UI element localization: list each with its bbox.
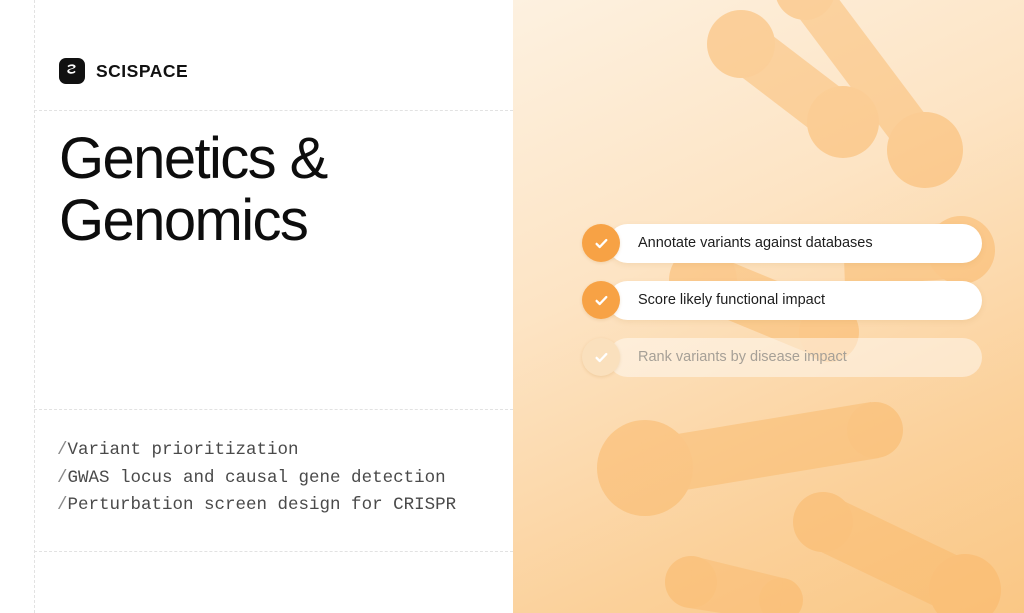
list-item[interactable] <box>582 219 982 267</box>
bullet-text: Perturbation screen design for CRISPR <box>67 495 457 515</box>
capability-list <box>57 437 456 520</box>
page-title: Genetics & Genomics <box>59 126 327 253</box>
bullet-prefix: / <box>57 440 68 460</box>
list-item <box>57 492 456 520</box>
step-label: Score likely functional impact <box>608 281 982 320</box>
workflow-steps <box>582 219 982 390</box>
vertical-guide-line <box>34 0 35 613</box>
step-label: Annotate variants against databases <box>608 224 982 263</box>
bullet-text: GWAS locus and causal gene detection <box>67 467 446 488</box>
divider-top <box>34 110 513 111</box>
divider-middle <box>34 409 513 410</box>
list-item <box>57 437 456 465</box>
bullet-prefix: / <box>57 467 68 488</box>
brand-name: SCISPACE <box>96 60 189 81</box>
check-icon <box>582 224 620 262</box>
check-icon <box>582 281 620 319</box>
divider-bottom <box>34 551 513 552</box>
bullet-prefix: / <box>57 495 68 515</box>
brand-lockup <box>59 58 188 84</box>
check-icon <box>582 338 620 376</box>
list-item[interactable] <box>582 333 982 381</box>
scispace-logo-icon <box>59 58 85 84</box>
list-item[interactable] <box>582 276 982 324</box>
right-illustration-panel <box>513 0 1024 613</box>
bullet-text: Variant prioritization <box>67 440 299 460</box>
list-item <box>57 465 456 493</box>
step-label: Rank variants by disease impact <box>608 338 982 377</box>
